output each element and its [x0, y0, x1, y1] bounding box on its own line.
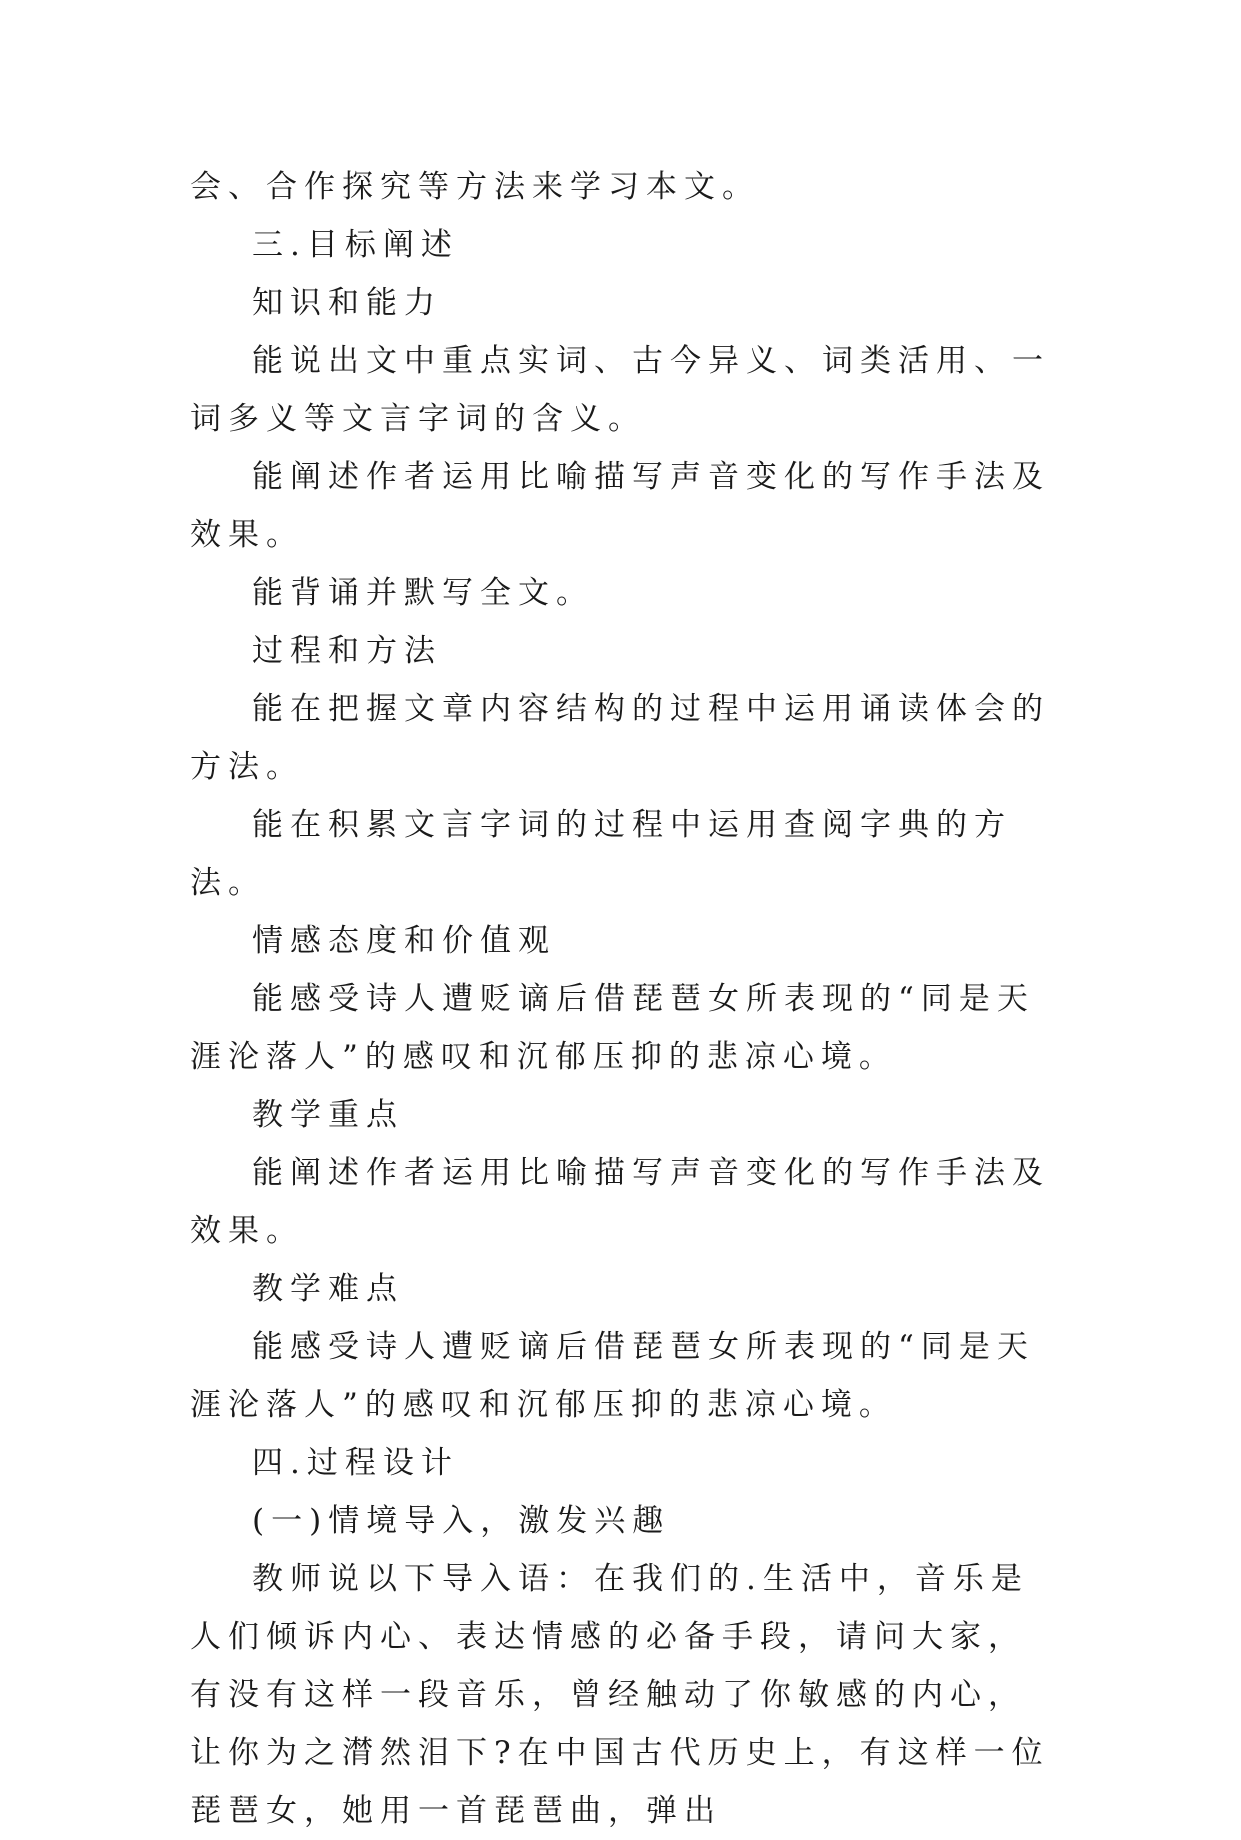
subheading-situation-intro: (一)情境导入，激发兴趣	[252, 1503, 671, 1539]
paragraph-key-point: 能阐述作者运用比喻描写声音变化的写作手法及效果。	[190, 1155, 1050, 1249]
section-heading-process: 四.过程设计	[252, 1445, 459, 1481]
subheading-knowledge-ability: 知识和能力	[252, 285, 442, 321]
paragraph-difficulty: 能感受诗人遭贬谪后借琵琶女所表现的“同是天涯沦落人”的感叹和沉郁压抑的悲凉心境。	[190, 1329, 1035, 1423]
paragraph-goal-1: 能说出文中重点实词、古今异义、词类活用、一词多义等文言字词的含义。	[190, 343, 1050, 437]
document-body	[190, 158, 1060, 1840]
paragraph-goal-6: 能感受诗人遭贬谪后借琵琶女所表现的“同是天涯沦落人”的感叹和沉郁压抑的悲凉心境。	[190, 981, 1035, 1075]
paragraph-intro-speech: 教师说以下导入语：在我们的.生活中，音乐是人们倾诉内心、表达情感的必备手段，请问大家，有没有这样一段音乐，曾经触动了你敏感的内心，让你为之潸然泪下?在中国古代历史上，有这样一位琵琶女，她用一首琵琶曲，弹出	[190, 1561, 1050, 1829]
section-heading-goals: 三.目标阐述	[252, 227, 459, 263]
paragraph-goal-5: 能在积累文言字词的过程中运用查阅字典的方法。	[190, 807, 1012, 901]
paragraph-goal-3: 能背诵并默写全文。	[252, 575, 594, 611]
subheading-key-points: 教学重点	[252, 1097, 404, 1133]
paragraph-goal-2: 能阐述作者运用比喻描写声音变化的写作手法及效果。	[190, 459, 1050, 553]
paragraph-continuation: 会、合作探究等方法来学习本文。	[190, 169, 760, 205]
subheading-process-method: 过程和方法	[252, 633, 442, 669]
subheading-difficulties: 教学难点	[252, 1271, 404, 1307]
paragraph-goal-4: 能在把握文章内容结构的过程中运用诵读体会的方法。	[190, 691, 1050, 785]
subheading-emotion-values: 情感态度和价值观	[252, 923, 556, 959]
